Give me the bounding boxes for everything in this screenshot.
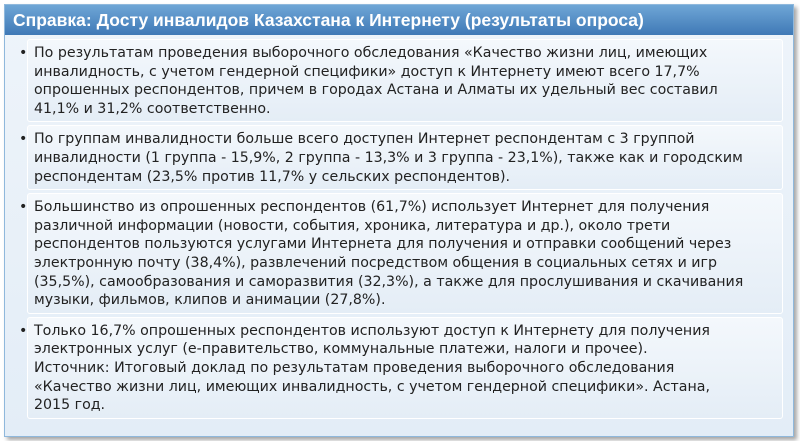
paragraph-line: инвалидность, с учетом гендерной специфики» доступ к Интернету имеют всего 17,7% bbox=[34, 63, 700, 80]
card-title: Справка: Досту инвалидов Казахстана к Интернету (результаты опроса) bbox=[13, 10, 644, 30]
card-header bbox=[5, 5, 793, 35]
paragraph-line: опрошенных респондентов, причем в городах Астана и Алматы их удельный вес составил bbox=[34, 82, 718, 99]
bullet-paragraph-1 bbox=[19, 39, 783, 122]
source-line: «Качество жизни лиц, имеющих инвалидность, с учетом гендерной специфики». Астана, bbox=[34, 378, 710, 395]
paragraph-line: музыки, фильмов, клипов и анимации (27,8%). bbox=[34, 292, 386, 309]
bullet-icon: • bbox=[19, 322, 28, 339]
paragraph-line: инвалидности (1 группа - 15,9%, 2 группа - 13,3% и 3 группа - 23,1%), также как и городским bbox=[34, 149, 743, 166]
paragraph-line: электронных услуг (е-правительство, коммунальные платежи, налоги и прочее). bbox=[34, 341, 648, 358]
bullet-paragraph-3 bbox=[19, 193, 783, 314]
paragraph-line: По группам инвалидности больше всего доступен Интернет респондентам с 3 группой bbox=[34, 131, 695, 148]
info-card bbox=[4, 4, 794, 437]
paragraph-line: респондентам (23,5% против 11,7% у сельских респондентов). bbox=[34, 168, 511, 185]
source-line: 2015 год. bbox=[34, 397, 106, 414]
bullet-icon: • bbox=[19, 131, 28, 148]
bullet-paragraph-4 bbox=[19, 317, 783, 419]
paragraph-line: Большинство из опрошенных респондентов (61,7%) использует Интернет для получения bbox=[34, 199, 710, 216]
card-content bbox=[5, 35, 793, 419]
paragraph-line: электронную почту (38,4%), развлечений посредством общения в социальных сетях и игр bbox=[34, 254, 717, 271]
bullet-icon: • bbox=[19, 45, 28, 61]
paragraph-line: По результатам проведения выборочного обследования «Качество жизни лиц, имеющих bbox=[34, 45, 708, 61]
paragraph-line: (35,5%), самообразования и саморазвития (32,3%), а также для прослушивания и скачивания bbox=[34, 273, 744, 290]
paragraph-line: различной информации (новости, события, хроника, литература и др.), около трети bbox=[34, 217, 671, 234]
paragraph-line: Только 16,7% опрошенных респондентов используют доступ к Интернету для получения bbox=[34, 322, 710, 339]
paragraph-line: 41,1% и 31,2% соответственно. bbox=[34, 100, 271, 117]
bullet-paragraph-2 bbox=[19, 125, 783, 190]
source-line: Источник: Итоговый доклад по результатам проведения выборочного обследования bbox=[34, 359, 675, 376]
bullet-icon: • bbox=[19, 199, 28, 216]
paragraph-line: респондентов пользуются услугами Интернета для получения и отправки сообщений через bbox=[34, 236, 732, 253]
